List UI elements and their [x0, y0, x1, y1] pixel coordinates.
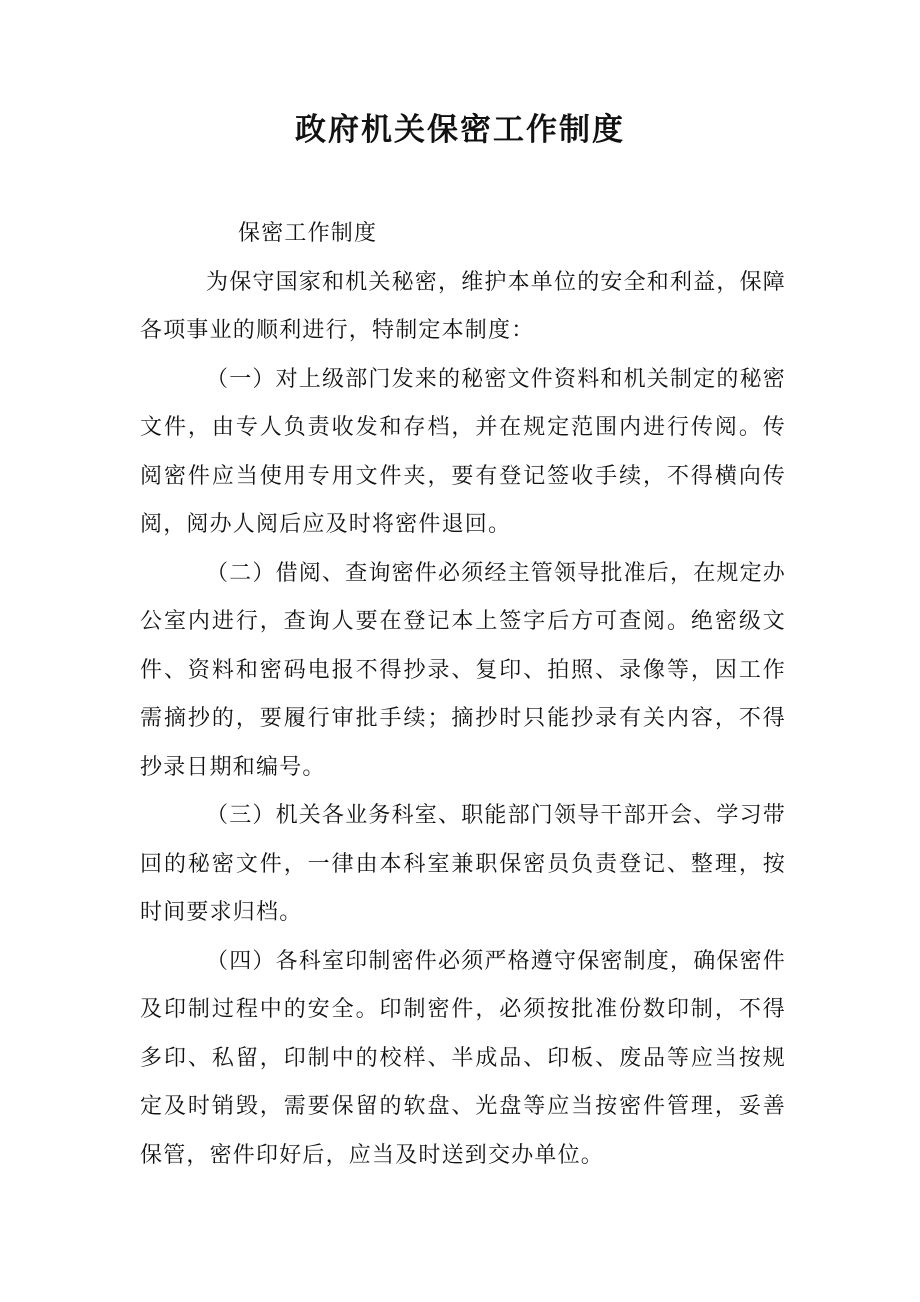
- paragraph-item-4: （四）各科室印制密件必须严格遵守保密制度，确保密件及印制过程中的安全。印制密件，必须按批准份数印制，不得多印、私留，印制中的校样、半成品、印板、废品等应当按规定及时销毁，需要保留的软盘、光盘等应当按密件管理，妥善保管，密件印好后，应当及时送到交办单位。: [140, 948, 787, 1168]
- document-subtitle: 保密工作制度: [238, 221, 378, 246]
- document-title: 政府机关保密工作制度: [295, 112, 625, 148]
- paragraph-intro: 为保守国家和机关秘密，维护本单位的安全和利益，保障各项事业的顺利进行，特制定本制度：: [140, 269, 787, 343]
- paragraph-item-1: （一）对上级部门发来的秘密文件资料和机关制定的秘密文件，由专人负责收发和存档，并在规定范围内进行传阅。传阅密件应当使用专用文件夹，要有登记签收手续，不得横向传阅，阅办人阅后应及时将密件退回。: [140, 366, 787, 537]
- paragraph-item-2: （二）借阅、查询密件必须经主管领导批准后，在规定办公室内进行，查询人要在登记本上签字后方可查阅。绝密级文件、资料和密码电报不得抄录、复印、拍照、录像等，因工作需摘抄的，要履行审批手续；摘抄时只能抄录有关内容，不得抄录日期和编号。: [140, 560, 787, 780]
- paragraph-item-3: （三）机关各业务科室、职能部门领导干部开会、学习带回的秘密文件，一律由本科室兼职保密员负责登记、整理，按时间要求归档。: [140, 803, 787, 925]
- document-body: [140, 210, 786, 1180]
